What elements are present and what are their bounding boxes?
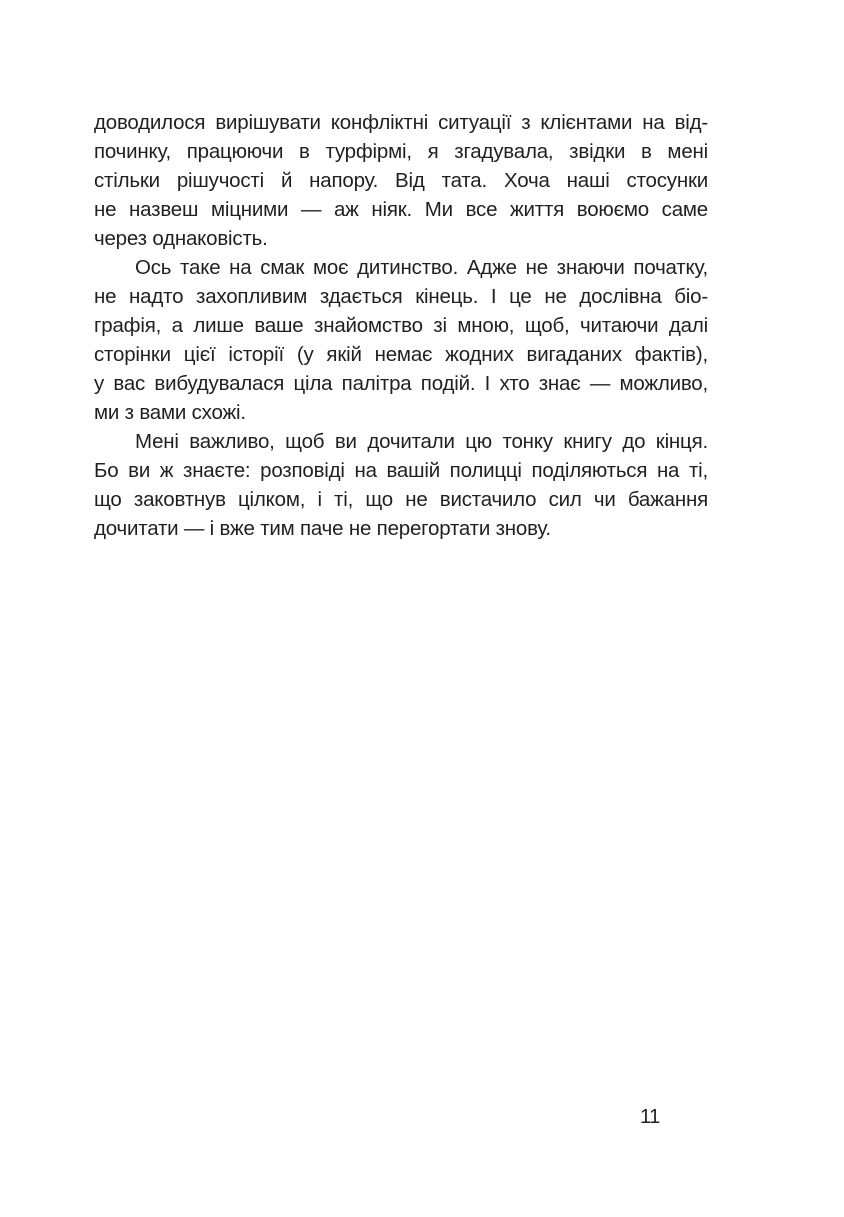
text-line: ми з вами схожі. bbox=[94, 401, 246, 424]
text-line: починку, працюючи в турфірмі, я згадувала, звідки в мені bbox=[94, 140, 708, 163]
text-line: Бо ви ж знаєте: розповіді на вашій полицці поділяються на ті, bbox=[94, 459, 708, 482]
text-line: що заковтнув цілком, і ті, що не вистачило сил чи бажання bbox=[94, 488, 708, 511]
text-line: Ось таке на смак моє дитинство. Адже не знаючи початку, bbox=[135, 256, 708, 279]
text-line: дочитати — і вже тим паче не перегортати знову. bbox=[94, 517, 551, 540]
text-line: стільки рішучості й напору. Від тата. Хоча наші стосунки bbox=[94, 169, 708, 192]
body-text bbox=[94, 108, 708, 543]
text-line: Мені важливо, щоб ви дочитали цю тонку книгу до кінця. bbox=[135, 430, 708, 453]
text-line: не надто захопливим здається кінець. І це не дослівна біо- bbox=[94, 285, 708, 308]
text-line: графія, а лише ваше знайомство зі мною, щоб, читаючи далі bbox=[94, 314, 708, 337]
text-line: сторінки цієї історії (у якій немає жодних вигаданих фактів), bbox=[94, 343, 708, 366]
text-line: доводилося вирішувати конфліктні ситуації з клієнтами на від- bbox=[94, 111, 708, 134]
page-number: 11 bbox=[640, 1106, 660, 1128]
text-line: не назвеш міцними — аж ніяк. Ми все життя воюємо саме bbox=[94, 198, 708, 221]
text-line: через однаковість. bbox=[94, 227, 268, 250]
text-line: у вас вибудувалася ціла палітра подій. І хто знає — можливо, bbox=[94, 372, 708, 395]
